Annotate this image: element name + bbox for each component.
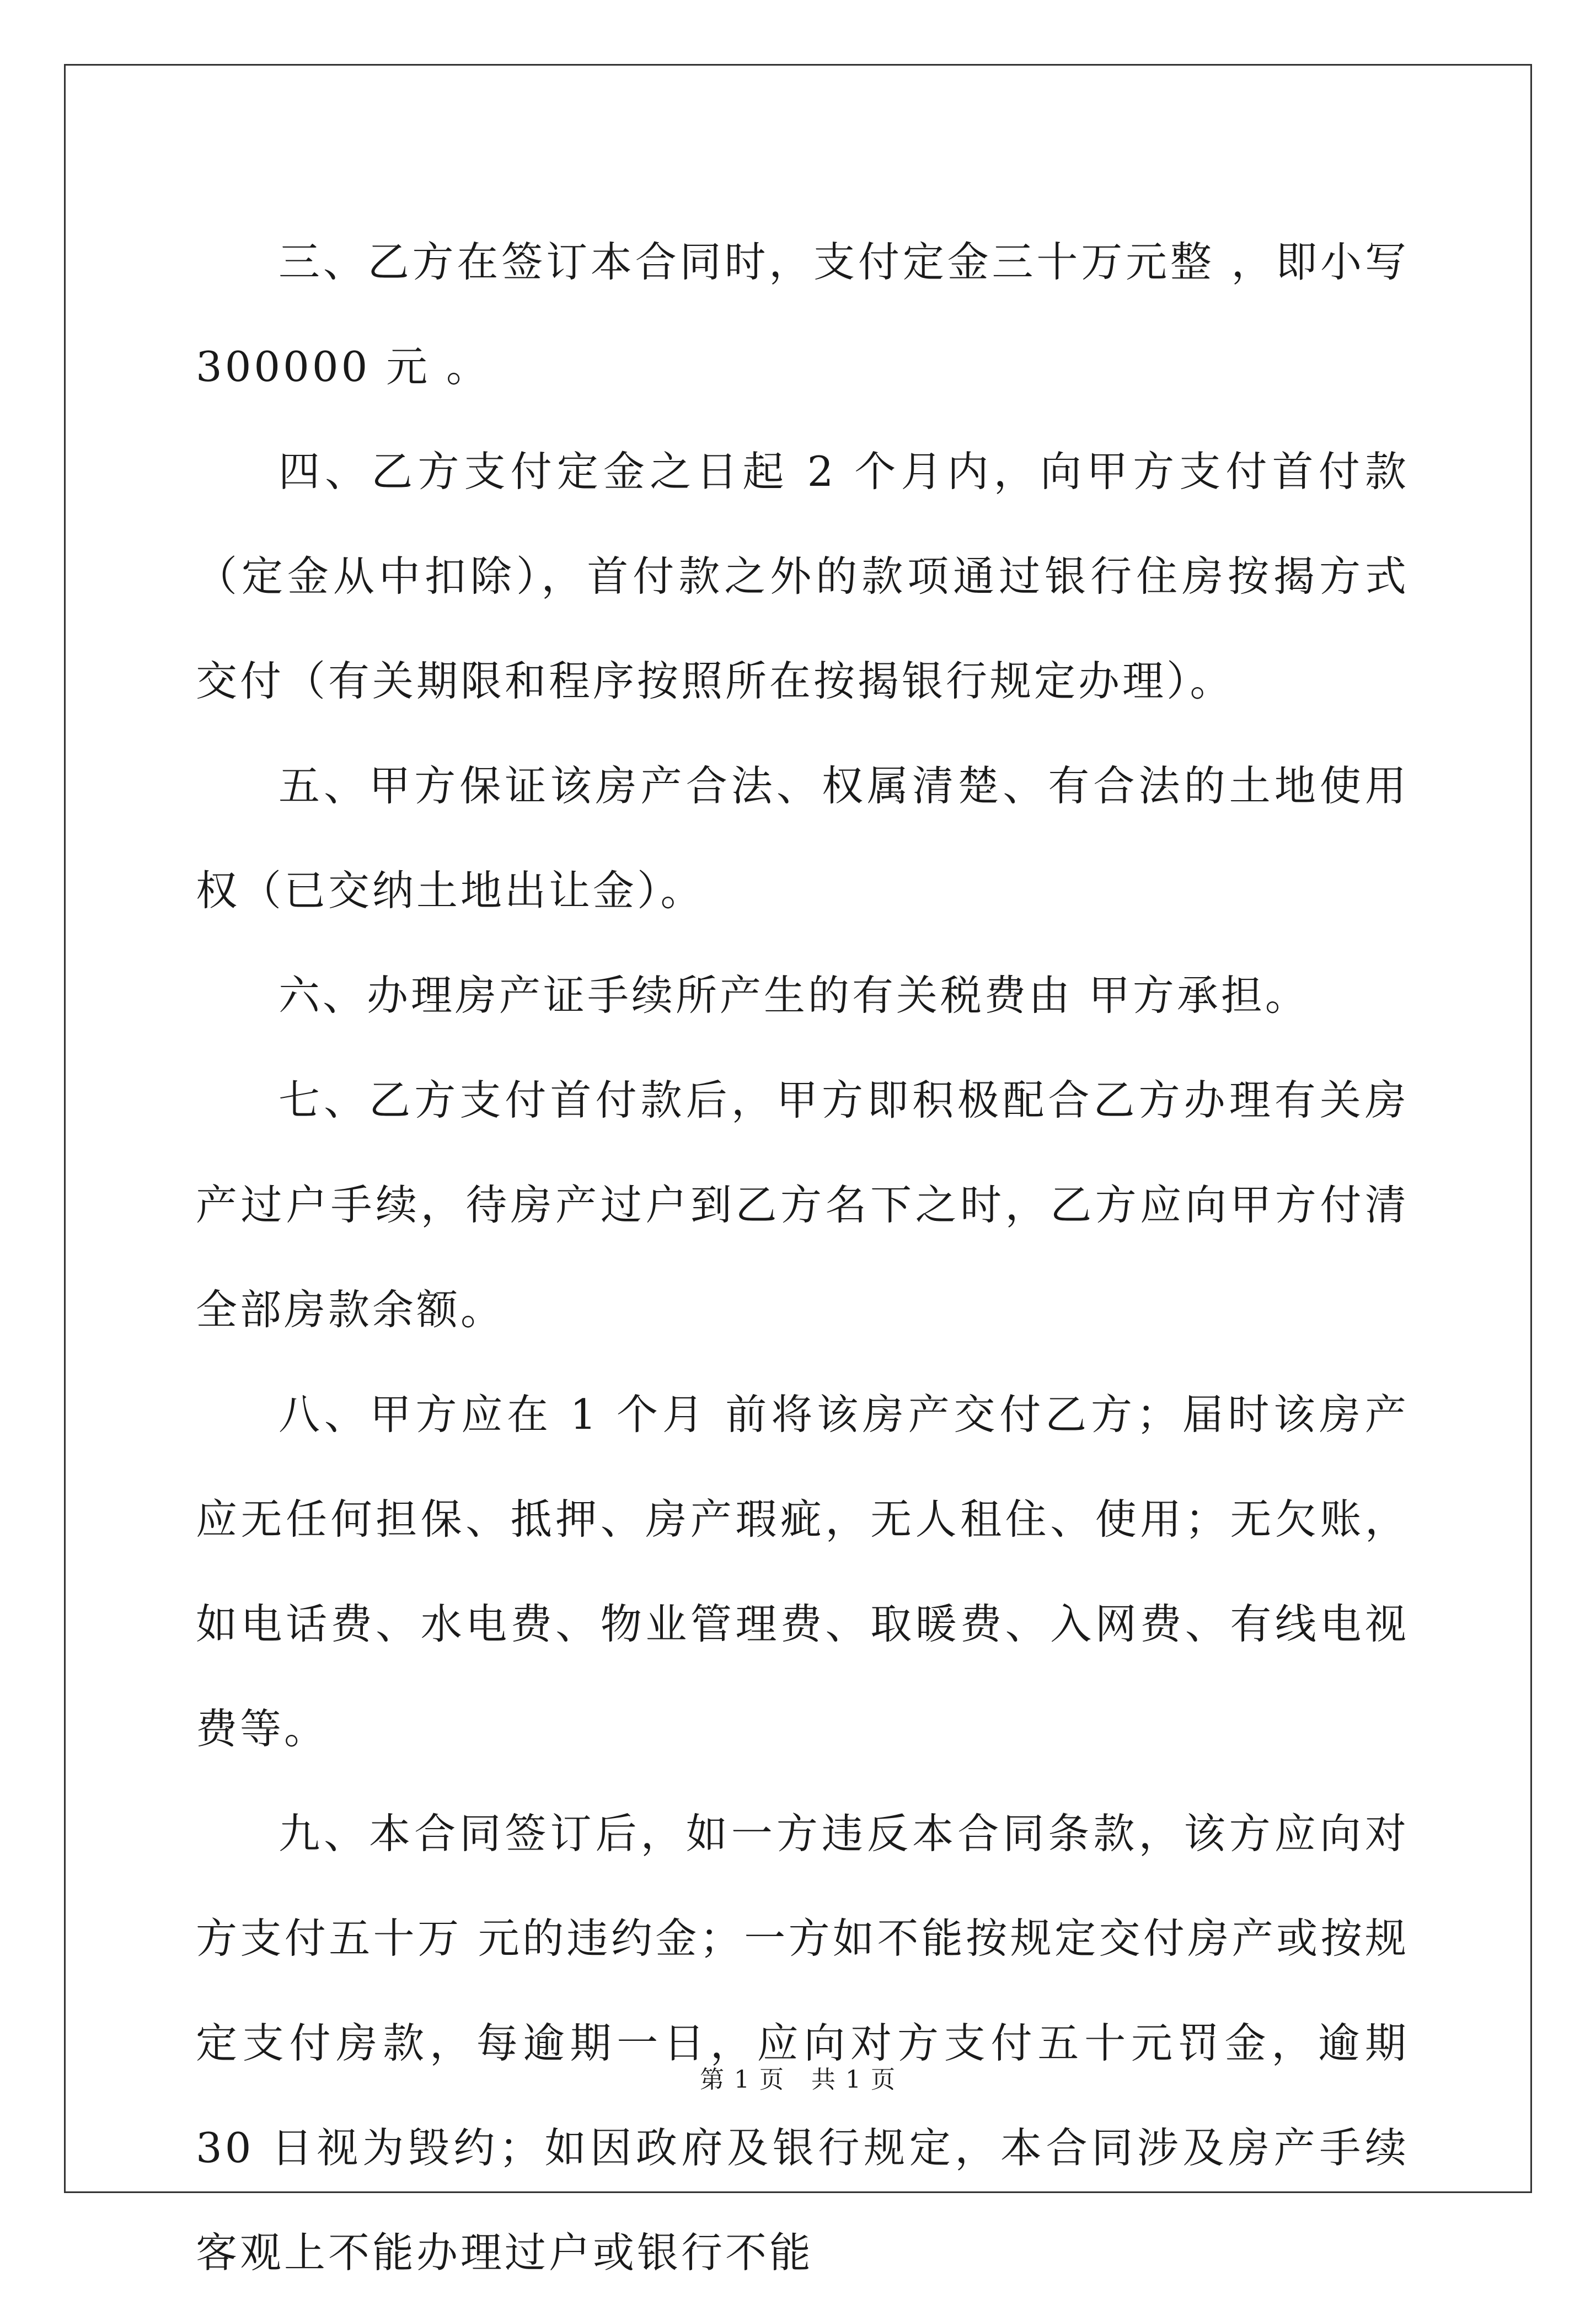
document-body — [196, 210, 1425, 2305]
clause-5: 五、甲方保证该房产合法、权属清楚、有合法的土地使用权（已交纳土地出让金）。 — [196, 762, 1409, 915]
clause-8: 八、甲方应在 1 个月 前将该房产交付乙方；届时该房产应无任何担保、抵押、房产瑕疵，无人租住、使用；无欠账，如电话费、水电费、物业管理费、取暖费、入网费、有线电视费等。 — [196, 1390, 1409, 1753]
clause-3: 三、乙方在签订本合同时，支付定金三十万元整 ，即小写 300000 元 。 — [196, 238, 1425, 391]
clause-4: 四、乙方支付定金之日起 2 个月内，向甲方支付首付款（定金从中扣除），首付款之外的款项通过银行住房按揭方式交付（有关期限和程序按照所在按揭银行规定办理）。 — [196, 447, 1409, 705]
page-number-footer: 第 1 页 共 1 页 — [700, 2066, 896, 2094]
clause-6: 六、办理房产证手续所产生的有关税费由 甲方承担。 — [279, 971, 1309, 1020]
clause-9: 九、本合同签订后，如一方违反本合同条款，该方应向对方支付五十万 元的违约金；一方如不能按规定交付房产或按规定支付房款，每逾期一日，应向对方支付五十元罚金，逾期 30 日视为毁约；如因政府及银行规定，本合同涉及房产手续客观上不能办理过户或银行不能 — [196, 1809, 1425, 2277]
clause-7: 七、乙方支付首付款后，甲方即积极配合乙方办理有关房产过户手续，待房产过户到乙方名下之时，乙方应向甲方付清全部房款余额。 — [196, 1076, 1409, 1334]
